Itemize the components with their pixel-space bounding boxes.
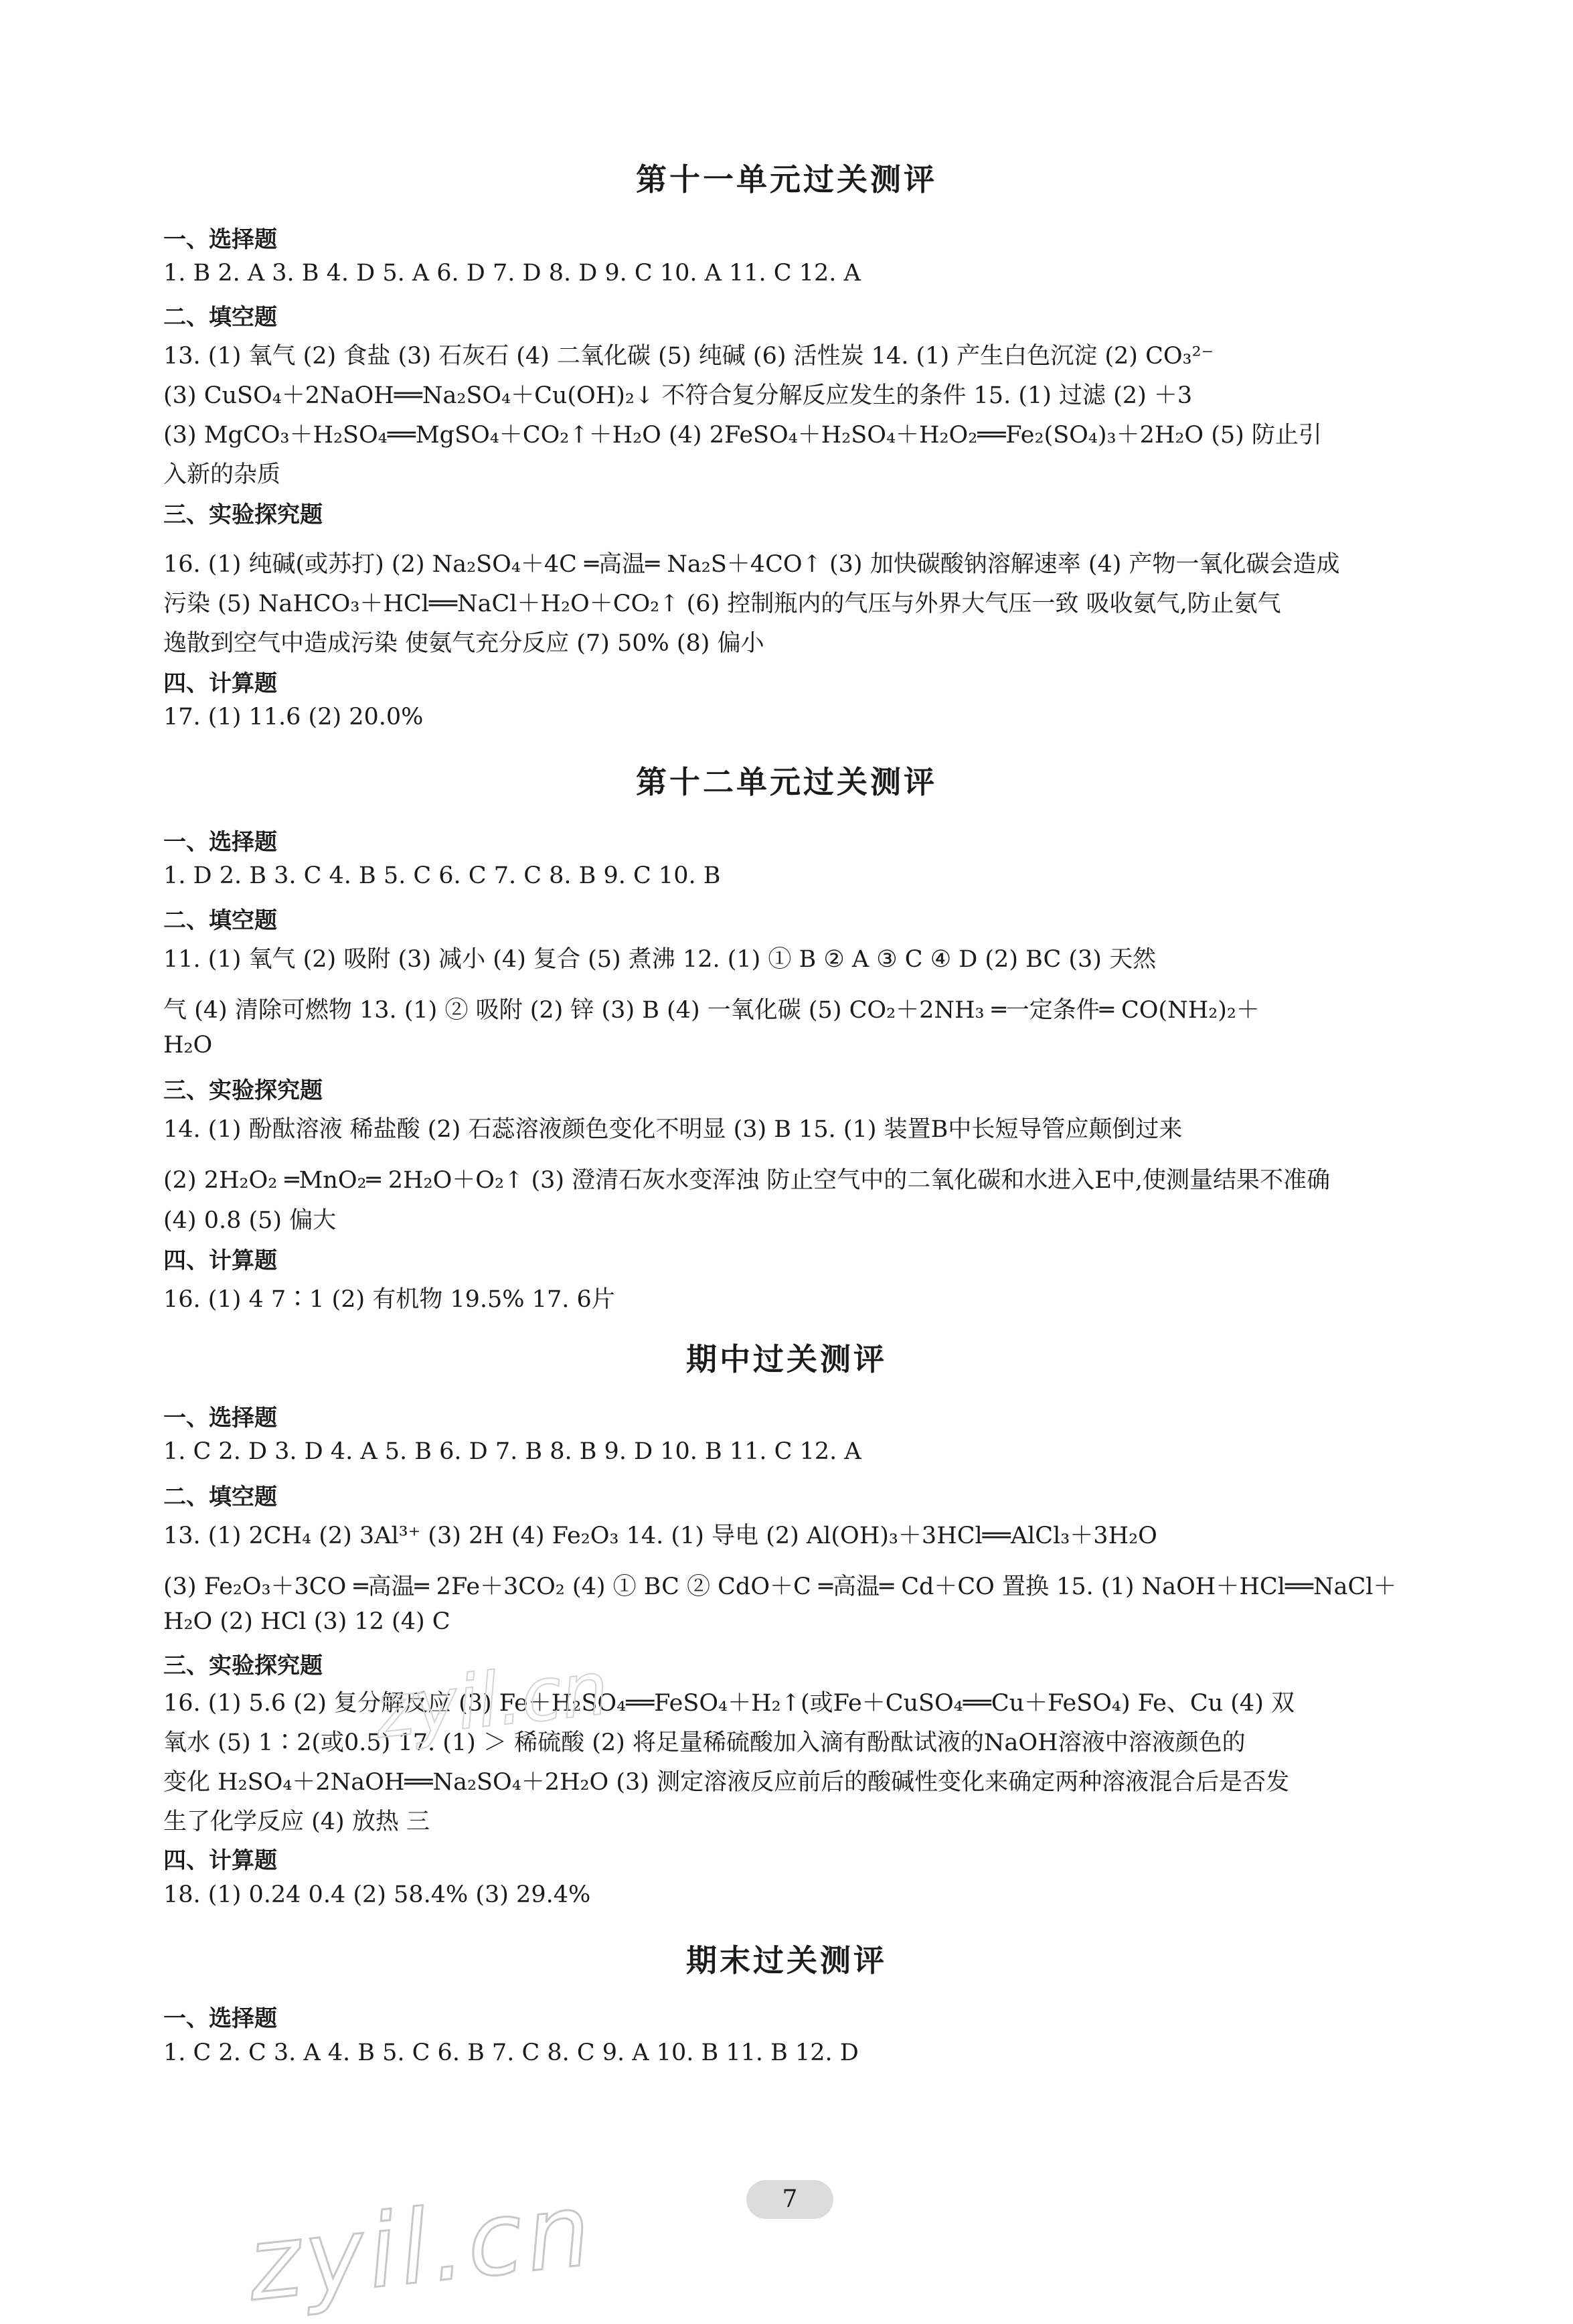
answer-line: 生了化学反应 (4) 放热 三 bbox=[163, 1808, 430, 1835]
part-heading: 四、计算题 bbox=[163, 1847, 277, 1874]
answer-line: (3) Fe₂O₃＋3CO ═高温═ 2Fe＋3CO₂ (4) ① BC ② CdO＋C ═高温═ Cd＋CO 置换 15. (1) NaOH＋HCl══NaCl＋ bbox=[163, 1573, 1397, 1600]
part-heading: 一、选择题 bbox=[163, 226, 277, 253]
answer-line: 13. (1) 2CH₄ (2) 3Al³⁺ (3) 2H (4) Fe₂O₃ 14. (1) 导电 (2) Al(OH)₃＋3HCl══AlCl₃＋3H₂O bbox=[163, 1523, 1157, 1549]
answer-line: 14. (1) 酚酞溶液 稀盐酸 (2) 石蕊溶液颜色变化不明显 (3) B 15. (1) 装置B中长短导管应颠倒过来 bbox=[163, 1116, 1183, 1143]
answer-line: 污染 (5) NaHCO₃＋HCl══NaCl＋H₂O＋CO₂↑ (6) 控制瓶内的气压与外界大气压一致 吸收氨气,防止氨气 bbox=[163, 591, 1281, 617]
answer-line: 17. (1) 11.6 (2) 20.0% bbox=[163, 704, 424, 730]
answer-line: 入新的杂质 bbox=[163, 461, 281, 488]
part-heading: 一、选择题 bbox=[163, 2005, 277, 2032]
answer-line: 16. (1) 4 7∶1 (2) 有机物 19.5% 17. 6片 bbox=[163, 1286, 615, 1313]
part-heading: 一、选择题 bbox=[163, 829, 277, 856]
part-heading: 二、填空题 bbox=[163, 1484, 277, 1510]
answer-line: 13. (1) 氧气 (2) 食盐 (3) 石灰石 (4) 二氧化碳 (5) 纯碱 (6) 活性炭 14. (1) 产生白色沉淀 (2) CO₃²⁻ bbox=[163, 343, 1214, 370]
page-number: 7 bbox=[746, 2180, 833, 2219]
part-heading: 一、选择题 bbox=[163, 1405, 277, 1431]
watermark: zyil.cn bbox=[242, 2171, 600, 2324]
answer-line: 变化 H₂SO₄＋2NaOH══Na₂SO₄＋2H₂O (3) 测定溶液反应前后的酸碱性变化来确定两种溶液混合后是否发 bbox=[163, 1769, 1290, 1796]
part-heading: 二、填空题 bbox=[163, 907, 277, 934]
answer-line: (2) 2H₂O₂ ═MnO₂═ 2H₂O＋O₂↑ (3) 澄清石灰水变浑浊 防止空气中的二氧化碳和水进入E中,使测量结果不准确 bbox=[163, 1167, 1330, 1194]
part-heading: 四、计算题 bbox=[163, 1247, 277, 1274]
answer-line: (3) MgCO₃＋H₂SO₄══MgSO₄＋CO₂↑＋H₂O (4) 2FeSO₄＋H₂SO₄＋H₂O₂══Fe₂(SO₄)₃＋2H₂O (5) 防止引 bbox=[163, 422, 1322, 449]
answer-line: 16. (1) 5.6 (2) 复分解反应 (3) Fe＋H₂SO₄══FeSO₄＋H₂↑(或Fe＋CuSO₄══Cu＋FeSO₄) Fe、Cu (4) 双 bbox=[163, 1690, 1295, 1717]
section-title: 期中过关测评 bbox=[686, 1341, 887, 1377]
answer-line: 1. B 2. A 3. B 4. D 5. A 6. D 7. D 8. D 9. C 10. A 11. C 12. A bbox=[163, 260, 861, 287]
answer-line: 18. (1) 0.24 0.4 (2) 58.4% (3) 29.4% bbox=[163, 1881, 591, 1908]
answer-line: 11. (1) 氧气 (2) 吸附 (3) 减小 (4) 复合 (5) 煮沸 12. (1) ① B ② A ③ C ④ D (2) BC (3) 天然 bbox=[163, 946, 1157, 973]
answer-line: 逸散到空气中造成污染 使氨气充分反应 (7) 50% (8) 偏小 bbox=[163, 630, 764, 657]
part-heading: 二、填空题 bbox=[163, 304, 277, 331]
answer-line: 16. (1) 纯碱(或苏打) (2) Na₂SO₄＋4C ═高温═ Na₂S＋4CO↑ (3) 加快碳酸钠溶解速率 (4) 产物一氧化碳会造成 bbox=[163, 551, 1340, 578]
answer-line: H₂O (2) HCl (3) 12 (4) C bbox=[163, 1608, 450, 1635]
section-title: 第十二单元过关测评 bbox=[636, 764, 937, 800]
section-title: 期末过关测评 bbox=[686, 1942, 887, 1979]
answer-line: (3) CuSO₄＋2NaOH══Na₂SO₄＋Cu(OH)₂↓ 不符合复分解反应发生的条件 15. (1) 过滤 (2) ＋3 bbox=[163, 382, 1193, 409]
answer-line: H₂O bbox=[163, 1032, 213, 1059]
answer-line: 1. C 2. D 3. D 4. A 5. B 6. D 7. B 8. B 9. D 10. B 11. C 12. A bbox=[163, 1438, 861, 1465]
part-heading: 三、实验探究题 bbox=[163, 1652, 323, 1679]
section-title: 第十一单元过关测评 bbox=[636, 161, 937, 198]
answer-line: 1. C 2. C 3. A 4. B 5. C 6. B 7. C 8. C 9. A 10. B 11. B 12. D bbox=[163, 2039, 859, 2066]
part-heading: 三、实验探究题 bbox=[163, 1077, 323, 1104]
part-heading: 四、计算题 bbox=[163, 670, 277, 697]
watermark-overlay: zyil.cn bbox=[371, 1645, 612, 1755]
answer-line: (4) 0.8 (5) 偏大 bbox=[163, 1207, 337, 1234]
answer-line: 氧水 (5) 1∶2(或0.5) 17. (1) ＞ 稀硫酸 (2) 将足量稀硫酸加入滴有酚酞试液的NaOH溶液中溶液颜色的 bbox=[163, 1729, 1246, 1756]
answer-line: 气 (4) 清除可燃物 13. (1) ② 吸附 (2) 锌 (3) B (4) 一氧化碳 (5) CO₂＋2NH₃ ═一定条件═ CO(NH₂)₂＋ bbox=[163, 997, 1260, 1024]
answer-line: 1. D 2. B 3. C 4. B 5. C 6. C 7. C 8. B 9. C 10. B bbox=[163, 862, 721, 889]
part-heading: 三、实验探究题 bbox=[163, 501, 323, 528]
